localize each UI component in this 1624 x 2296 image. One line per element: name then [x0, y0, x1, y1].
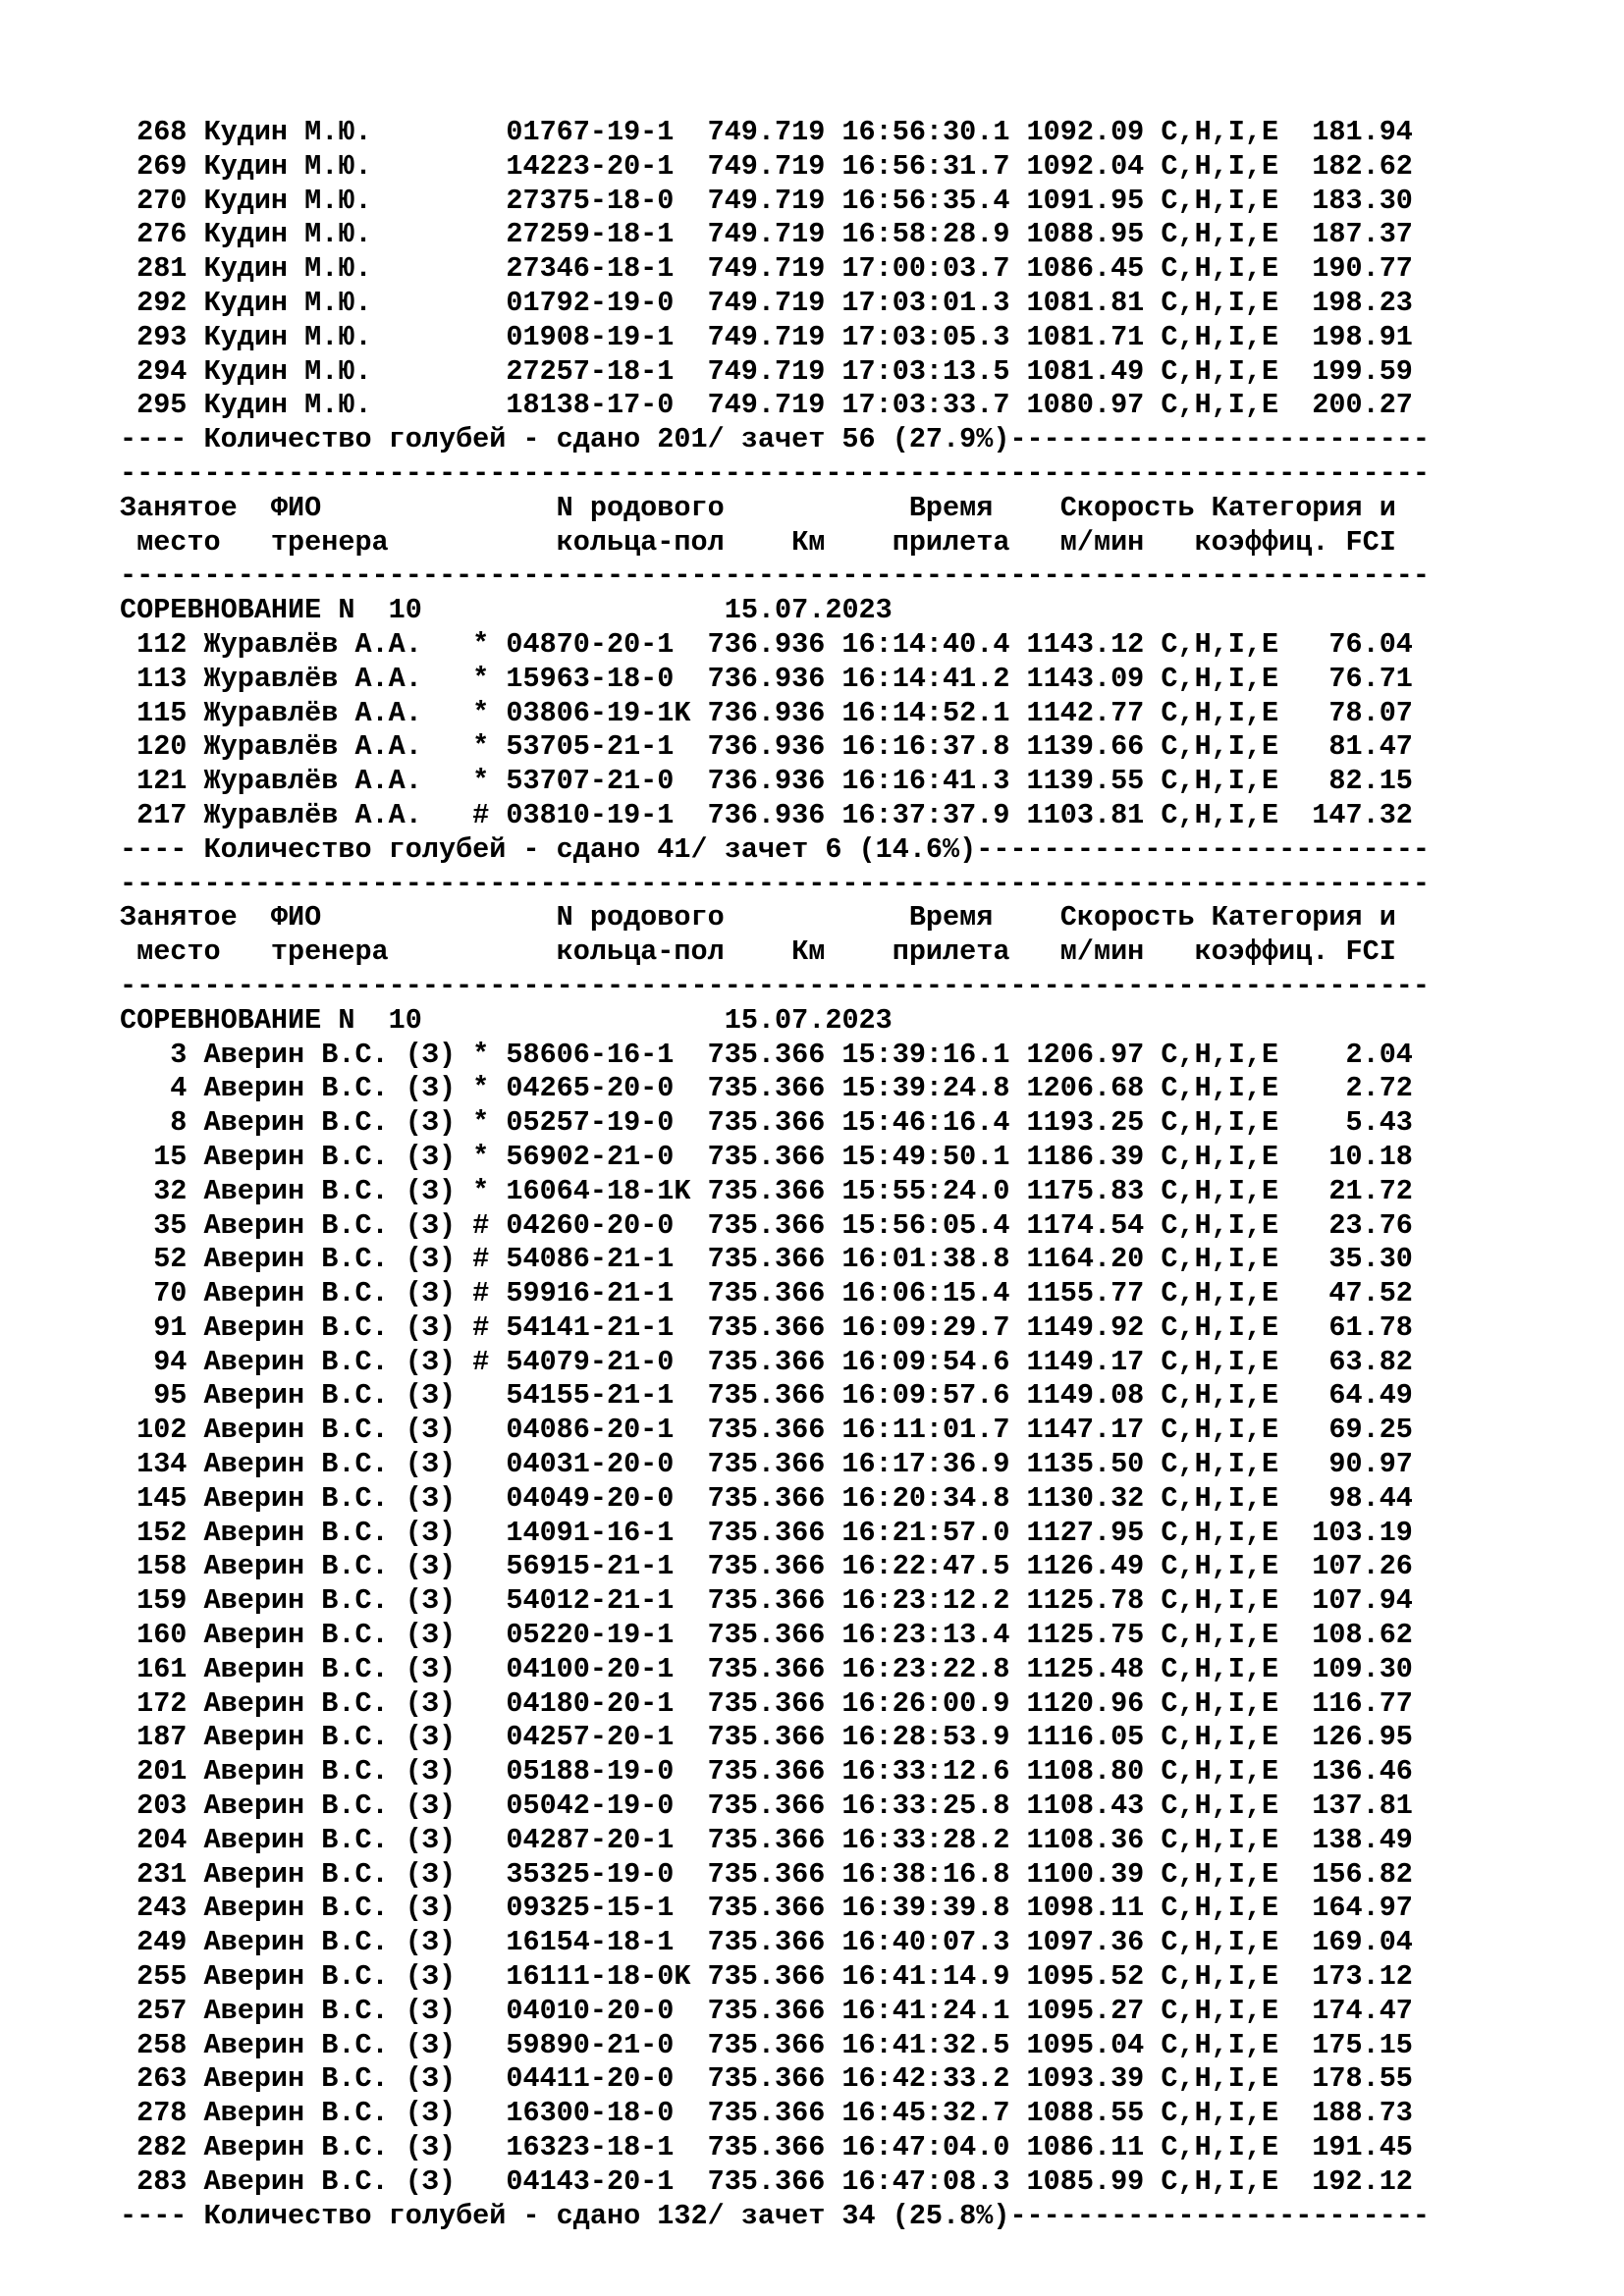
column-header-line-1: Занятое ФИО N родового Время Скорость Категория и	[120, 901, 1396, 934]
result-row: 278 Аверин В.С. (З) 16300-18-0 735.366 16:45:32.7 1088.55 C,H,I,E 188.73	[120, 2097, 1413, 2130]
result-row: 282 Аверин В.С. (З) 16323-18-1 735.366 16:47:04.0 1086.11 C,H,I,E 191.45	[120, 2131, 1413, 2164]
result-row: 231 Аверин В.С. (З) 35325-19-0 735.366 16:38:16.8 1100.39 C,H,I,E 156.82	[120, 1857, 1413, 1891]
result-row: 3 Аверин В.С. (З) * 58606-16-1 735.366 15:39:16.1 1206.97 C,H,I,E 2.04	[120, 1038, 1413, 1071]
result-row: 292 Кудин М.Ю. 01792-19-0 749.719 17:03:01.3 1081.81 C,H,I,E 198.23	[120, 286, 1413, 319]
result-row: 112 Журавлёв А.А. * 04870-20-1 736.936 16:14:40.4 1143.12 C,H,I,E 76.04	[120, 627, 1413, 661]
result-row: 243 Аверин В.С. (З) 09325-15-1 735.366 16:39:39.8 1098.11 C,H,I,E 164.97	[120, 1892, 1413, 1925]
result-row: 283 Аверин В.С. (З) 04143-20-1 735.366 16:47:08.3 1085.99 C,H,I,E 192.12	[120, 2164, 1413, 2198]
result-row: 91 Аверин В.С. (З) # 54141-21-1 735.366 16:09:29.7 1149.92 C,H,I,E 61.78	[120, 1310, 1413, 1344]
result-row: 263 Аверин В.С. (З) 04411-20-0 735.366 16:42:33.2 1093.39 C,H,I,E 178.55	[120, 2062, 1413, 2096]
result-row: 121 Журавлёв А.А. * 53707-21-0 736.936 16:16:41.3 1139.55 C,H,I,E 82.15	[120, 765, 1413, 798]
result-row: 95 Аверин В.С. (З) 54155-21-1 735.366 16:09:57.6 1149.08 C,H,I,E 64.49	[120, 1379, 1413, 1413]
result-row: 159 Аверин В.С. (З) 54012-21-1 735.366 16:23:12.2 1125.78 C,H,I,E 107.94	[120, 1584, 1413, 1618]
results-document	[120, 116, 1430, 2233]
competition-line	[120, 594, 1430, 628]
result-row: 52 Аверин В.С. (З) # 54086-21-1 735.366 16:01:38.8 1164.20 C,H,I,E 35.30	[120, 1243, 1413, 1276]
result-row: 172 Аверин В.С. (З) 04180-20-1 735.366 16:26:00.9 1120.96 C,H,I,E 116.77	[120, 1686, 1413, 1720]
result-row: 269 Кудин М.Ю. 14223-20-1 749.719 16:56:31.7 1092.04 C,H,I,E 182.62	[120, 149, 1413, 183]
competition-title: СОРЕВНОВАНИЕ N 10	[120, 594, 422, 627]
result-row: 268 Кудин М.Ю. 01767-19-1 749.719 16:56:30.1 1092.09 C,H,I,E 181.94	[120, 116, 1413, 148]
result-row: 249 Аверин В.С. (З) 16154-18-1 735.366 16:40:07.3 1097.36 C,H,I,E 169.04	[120, 1926, 1413, 1959]
competition-title: СОРЕВНОВАНИЕ N 10	[120, 1003, 422, 1037]
result-row: 257 Аверин В.С. (З) 04010-20-0 735.366 16:41:24.1 1095.27 C,H,I,E 174.47	[120, 1994, 1413, 2027]
result-row: 15 Аверин В.С. (З) * 56902-21-0 735.366 15:49:50.1 1186.39 C,H,I,E 10.18	[120, 1140, 1413, 1173]
summary-text: Количество голубей - сдано 201/ зачет 56 (27.9%)	[203, 423, 1010, 456]
separator-line: ------------------------------------------------------------------------------	[120, 969, 1431, 1002]
result-row: 120 Журавлёв А.А. * 53705-21-1 736.936 16:16:37.8 1139.66 C,H,I,E 81.47	[120, 730, 1413, 764]
result-row: 201 Аверин В.С. (З) 05188-19-0 735.366 16:33:12.6 1108.80 C,H,I,E 136.46	[120, 1755, 1413, 1789]
separator-line: ------------------------------------------------------------------------------	[120, 560, 1431, 593]
column-header-line-1: Занятое ФИО N родового Время Скорость Категория и	[120, 491, 1396, 524]
result-row: 258 Аверин В.С. (З) 59890-21-0 735.366 16:41:32.5 1095.04 C,H,I,E 175.15	[120, 2028, 1413, 2061]
result-row: 35 Аверин В.С. (З) # 04260-20-0 735.366 15:56:05.4 1174.54 C,H,I,E 23.76	[120, 1208, 1413, 1242]
result-row: 293 Кудин М.Ю. 01908-19-1 749.719 17:03:05.3 1081.71 C,H,I,E 198.91	[120, 320, 1413, 353]
result-row: 134 Аверин В.С. (З) 04031-20-0 735.366 16:17:36.9 1135.50 C,H,I,E 90.97	[120, 1448, 1413, 1481]
result-row: 161 Аверин В.С. (З) 04100-20-1 735.366 16:23:22.8 1125.48 C,H,I,E 109.30	[120, 1652, 1413, 1685]
summary-text: Количество голубей - сдано 132/ зачет 34 (25.8%)	[203, 2199, 1010, 2232]
result-row: 94 Аверин В.С. (З) # 54079-21-0 735.366 16:09:54.6 1149.17 C,H,I,E 63.82	[120, 1345, 1413, 1378]
result-row: 281 Кудин М.Ю. 27346-18-1 749.719 17:00:03.7 1086.45 C,H,I,E 190.77	[120, 252, 1413, 286]
result-row: 276 Кудин М.Ю. 27259-18-1 749.719 16:58:28.9 1088.95 C,H,I,E 187.37	[120, 218, 1413, 251]
result-row: 70 Аверин В.С. (З) # 59916-21-1 735.366 16:06:15.4 1155.77 C,H,I,E 47.52	[120, 1277, 1413, 1310]
result-row: 115 Журавлёв А.А. * 03806-19-1K 736.936 16:14:52.1 1142.77 C,H,I,E 78.07	[120, 696, 1413, 729]
column-header-line-2: место тренера кольца-пол Км прилета м/мин коэффиц. FCI	[120, 935, 1396, 969]
result-row: 152 Аверин В.С. (З) 14091-16-1 735.366 16:21:57.0 1127.95 C,H,I,E 103.19	[120, 1516, 1413, 1549]
section-summary: ---- Количество голубей - сдано 132/ зачет 34 (25.8%)-------------------------	[120, 2199, 1431, 2232]
column-header-line-2: место тренера кольца-пол Км прилета м/мин коэффиц. FCI	[120, 525, 1396, 559]
result-row: 294 Кудин М.Ю. 27257-18-1 749.719 17:03:13.5 1081.49 C,H,I,E 199.59	[120, 354, 1413, 388]
result-row: 255 Аверин В.С. (З) 16111-18-0K 735.366 16:41:14.9 1095.52 C,H,I,E 173.12	[120, 1960, 1413, 1994]
competition-line	[120, 1004, 1430, 1039]
result-row: 8 Аверин В.С. (З) * 05257-19-0 735.366 15:46:16.4 1193.25 C,H,I,E 5.43	[120, 1106, 1413, 1140]
result-row: 204 Аверин В.С. (З) 04287-20-1 735.366 16:33:28.2 1108.36 C,H,I,E 138.49	[120, 1823, 1413, 1856]
result-row: 113 Журавлёв А.А. * 15963-18-0 736.936 16:14:41.2 1143.09 C,H,I,E 76.71	[120, 662, 1413, 695]
section-summary: ---- Количество голубей - сдано 41/ зачет 6 (14.6%)---------------------------	[120, 832, 1431, 866]
competition-date: 15.07.2023	[724, 1003, 893, 1037]
result-row: 160 Аверин В.С. (З) 05220-19-1 735.366 16:23:13.4 1125.75 C,H,I,E 108.62	[120, 1619, 1413, 1652]
result-row: 270 Кудин М.Ю. 27375-18-0 749.719 16:56:35.4 1091.95 C,H,I,E 183.30	[120, 184, 1413, 217]
separator-line: ------------------------------------------------------------------------------	[120, 867, 1431, 900]
competition-date: 15.07.2023	[724, 594, 893, 627]
result-row: 295 Кудин М.Ю. 18138-17-0 749.719 17:03:33.7 1080.97 C,H,I,E 200.27	[120, 389, 1413, 422]
result-row: 217 Журавлёв А.А. # 03810-19-1 736.936 16:37:37.9 1103.81 C,H,I,E 147.32	[120, 798, 1413, 831]
section-summary: ---- Количество голубей - сдано 201/ зачет 56 (27.9%)-------------------------	[120, 423, 1431, 456]
result-row: 203 Аверин В.С. (З) 05042-19-0 735.366 16:33:25.8 1108.43 C,H,I,E 137.81	[120, 1789, 1413, 1823]
separator-line: ------------------------------------------------------------------------------	[120, 456, 1431, 490]
result-row: 102 Аверин В.С. (З) 04086-20-1 735.366 16:11:01.7 1147.17 C,H,I,E 69.25	[120, 1414, 1413, 1447]
summary-text: Количество голубей - сдано 41/ зачет 6 (14.6%)	[203, 832, 977, 866]
result-row: 4 Аверин В.С. (З) * 04265-20-0 735.366 15:39:24.8 1206.68 C,H,I,E 2.72	[120, 1072, 1413, 1105]
result-row: 145 Аверин В.С. (З) 04049-20-0 735.366 16:20:34.8 1130.32 C,H,I,E 98.44	[120, 1481, 1413, 1515]
result-row: 158 Аверин В.С. (З) 56915-21-1 735.366 16:22:47.5 1126.49 C,H,I,E 107.26	[120, 1550, 1413, 1583]
result-row: 32 Аверин В.С. (З) * 16064-18-1K 735.366 15:55:24.0 1175.83 C,H,I,E 21.72	[120, 1174, 1413, 1207]
result-row: 187 Аверин В.С. (З) 04257-20-1 735.366 16:28:53.9 1116.05 C,H,I,E 126.95	[120, 1721, 1413, 1754]
